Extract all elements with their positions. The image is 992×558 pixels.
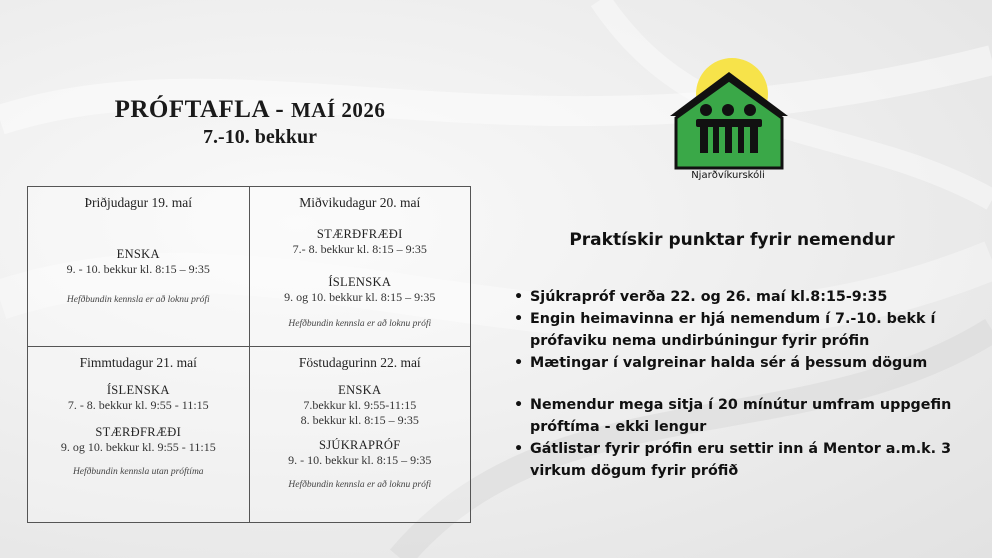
exam-subject: SJÚKRAPRÓF (318, 438, 401, 452)
cell-note: Hefðbundin kennsla utan próftíma (72, 467, 204, 477)
day-heading: Miðvikudagur 20. maí (299, 195, 421, 210)
exam-time: 7.bekkur kl. 9:55-11:15 (303, 398, 417, 412)
exam-time: 7. - 8. bekkur kl. 9:55 - 11:15 (67, 398, 209, 412)
page-title: PRÓFTAFLA - MAÍ 2026 (114, 96, 386, 123)
page-subtitle: 7.-10. bekkur (203, 126, 317, 148)
exam-time: 7.- 8. bekkur kl. 8:15 – 9:35 (292, 242, 427, 256)
exam-subject: STÆRÐFRÆÐI (316, 227, 403, 241)
day-heading: Þriðjudagur 19. maí (84, 195, 193, 210)
cell-note: Hefðbundin kennsla er að loknu prófi (288, 480, 432, 490)
day-heading: Fimmtudagur 21. maí (79, 355, 197, 370)
exam-subject: ÍSLENSKA (328, 275, 392, 289)
exam-time: 9. og 10. bekkur kl. 8:15 – 9:35 (284, 290, 436, 304)
list-item: • Sjúkrapróf verða 22. og 26. maí kl.8:15-9:35 (506, 286, 970, 308)
schedule-heading (0, 96, 500, 149)
list-item: • Engin heimavinna er hjá nemendum í 7.-10. bekk í prófaviku nema undirbúningur fyrir prófin (506, 308, 970, 352)
schedule-cell-thursday (28, 347, 250, 523)
exam-subject: ENSKA (338, 383, 382, 397)
schedule-cell-friday (249, 347, 471, 523)
exam-time: 9. og 10. bekkur kl. 9:55 - 11:15 (60, 440, 216, 454)
schedule-cell-tuesday (28, 187, 250, 347)
exam-time: 9. - 10. bekkur kl. 8:15 – 9:35 (288, 453, 432, 467)
school-name: Njarðvíkurskóli (691, 170, 765, 181)
exam-time: 8. bekkur kl. 8:15 – 9:35 (300, 413, 419, 427)
cell-note: Hefðbundin kennsla er að loknu prófi (66, 295, 210, 305)
list-item: • Gátlistar fyrir prófin eru settir inn á Mentor a.m.k. 3 virkum dögum fyrir prófið (506, 438, 970, 482)
list-item: • Mætingar í valgreinar halda sér á þessum dögum (506, 352, 970, 374)
notes-list (500, 286, 970, 482)
notes-title: Praktískir punktar fyrir nemendur (569, 230, 895, 250)
schedule-cell-wednesday (249, 187, 471, 347)
exam-subject: ÍSLENSKA (106, 383, 170, 397)
school-logo (668, 56, 790, 188)
cell-note: Hefðbundin kennsla er að loknu prófi (288, 319, 432, 329)
day-heading: Föstudagurinn 22. maí (298, 355, 421, 370)
list-item: • Nemendur mega sitja í 20 mínútur umfram uppgefin próftíma - ekki lengur (506, 394, 970, 438)
exam-schedule-table (27, 186, 471, 523)
exam-subject: ENSKA (116, 247, 160, 261)
exam-subject: STÆRÐFRÆÐI (95, 425, 182, 439)
exam-time: 9. - 10. bekkur kl. 8:15 – 9:35 (66, 262, 210, 276)
people-icon (696, 104, 762, 153)
